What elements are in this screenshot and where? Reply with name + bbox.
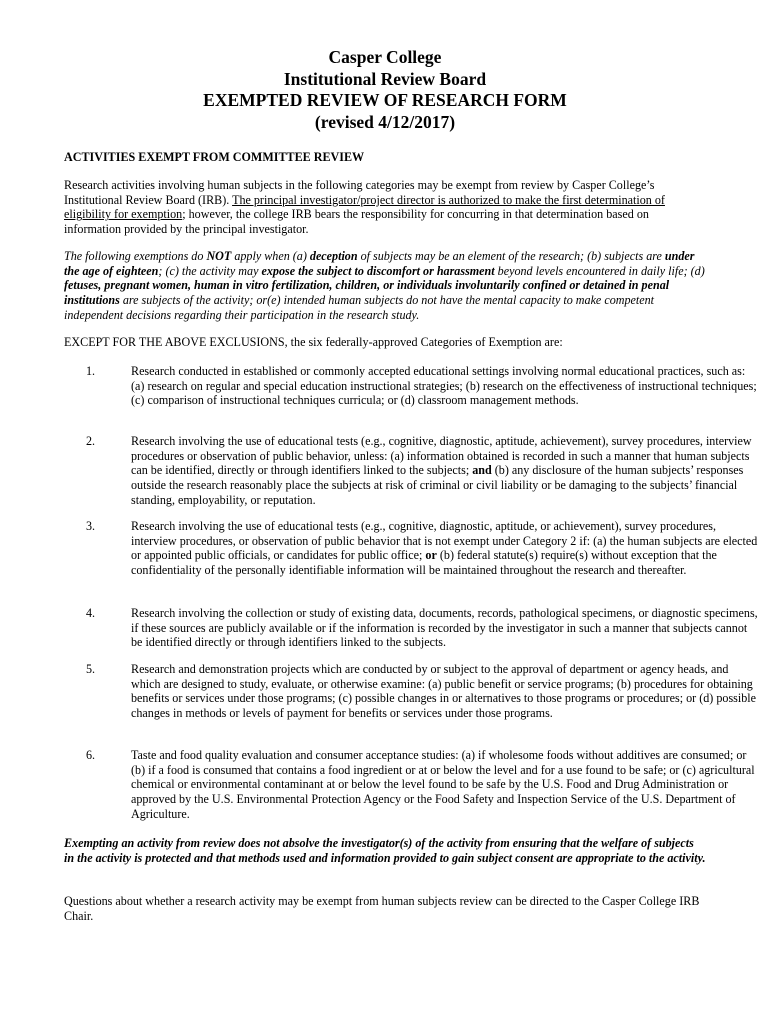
exclusions-paragraph [64, 249, 706, 323]
exclusions-text: ; (c) the activity may [158, 263, 262, 278]
form-title: EXEMPTED REVIEW OF RESEARCH FORM [203, 90, 567, 110]
intro-paragraph [64, 178, 706, 237]
category-text: Research involving the collection or study of existing data, documents, records, pathological specimens, or diagnostic specimens, if these sources are publicly available or if the information is recorded by the investigator in such a manner that subjects cannot be identified directly or through identifiers linked to the subjects. [131, 606, 758, 650]
exclusions-emphasis: expose the subject to discomfort or harassment [261, 263, 495, 278]
document-header [0, 47, 770, 133]
category-number: 2. [86, 434, 96, 448]
intro-text-2: ; however, the college IRB bears the responsibility for concurring in that determination based on information provided by the principal investigator. [64, 207, 649, 237]
revision-date: (revised 4/12/2017) [314, 111, 456, 132]
category-number: 5. [86, 662, 96, 676]
exclusions-emphasis: NOT [206, 249, 232, 263]
section-heading: ACTIVITIES EXEMPT FROM COMMITTEE REVIEW [64, 150, 365, 164]
closing-note: Exempting an activity from review does not absolve the investigator(s) of the activity from ensuring that the welfare of subjects in the activity is protected and that methods used and information provided to gain subject consent are appropriate to the activity. [64, 836, 706, 865]
category-item-6 [64, 748, 755, 822]
exclusions-text: apply when (a) [231, 249, 310, 263]
category-text: Research and demonstration projects which are conducted by or subject to the approval of department or agency heads, and which are designed to study, evaluate, or otherwise examine: (a) public benefit or service programs; (b) procedures for obtaining benefits or services under those programs; (c) possible changes in or alternatives to those programs or procedures; or (d) possible changes in methods or levels of payment for benefits or services under those programs. [131, 662, 757, 721]
intro-underlined-text: The principal investigator/project director is authorized to make the first determination of eligibility for exemption [64, 192, 665, 222]
category-number: 1. [86, 364, 96, 378]
category-text: Research conducted in established or commonly accepted educational settings involving normal educational practices, such as: (a) research on regular and special education instructional strategies; (b) research on the effectiveness of instructional techniques; (c) comparison of instructional techniques curricula; or (d) classroom management methods. [131, 364, 757, 408]
exclusions-emphasis: under the age of eighteen [64, 249, 695, 278]
category-emphasis: or [425, 548, 437, 563]
category-item-1 [64, 364, 757, 408]
category-text-part: Research involving the use of educational tests (e.g., cognitive, diagnostic, aptitude, achievement), survey procedures, interview procedures or observation of public behavior, unless: (a) information obtained is recorded in such a manner that human subjects can be identified, directly or through identifiers linked to the subjects; [131, 434, 752, 478]
category-number: 6. [86, 748, 96, 762]
except-line: EXCEPT FOR THE ABOVE EXCLUSIONS, the six federally-approved Categories of Exemption are: [64, 335, 563, 349]
category-item-4 [64, 606, 758, 650]
category-text [131, 519, 759, 578]
category-item-5 [64, 662, 757, 721]
college-name: Casper College [328, 47, 442, 67]
exclusions-text: are subjects of the activity; or(e) intended human subjects do not have the mental capacity to make competent independent decisions regarding their participation in the research study. [64, 293, 655, 322]
category-text-part: Research involving the use of educational tests (e.g., cognitive, diagnostic, aptitude, or achievement), survey procedures, interview procedures, or observation of public behavior that is not exempt under Category 2 if: (a) the human subjects are elected or appointed public officials, or candidates for public office; [131, 519, 758, 563]
category-number: 4. [86, 606, 96, 620]
category-text-part: (b) any disclosure of the human subjects’ responses outside the research reasonably place the subjects at risk of criminal or civil liability or be damaging to the subjects’ financial standing, employability, or reputation. [131, 463, 744, 507]
category-emphasis: and [472, 463, 492, 478]
exclusions-emphasis: deception [309, 249, 358, 263]
exclusions-emphasis: fetuses, pregnant women, human in vitro fertilization, children, or individuals involuntarily confined or detained in penal institutions [64, 278, 670, 308]
category-text-part: (b) federal statute(s) require(s) without exception that the confidentiality of the personally identifiable information will be maintained throughout the research and thereafter. [131, 548, 717, 578]
category-item-3 [64, 519, 758, 578]
category-number: 3. [86, 519, 96, 533]
exclusions-text: of subjects may be an element of the research; (b) subjects are [357, 249, 665, 263]
category-text [131, 434, 759, 508]
category-text: Taste and food quality evaluation and consumer acceptance studies: (a) if wholesome foods without additives are consumed; or (b) if a food is consumed that contains a food ingredient or at or below the level and for a use found to be safe; or (c) agricultural chemical or environmental contaminant at or below the level found to be safe by the U.S. Food and Drug Administration or approved by the U.S. Environmental Protection Agency or the Food Safety and Inspection Service of the U.S. Department of Agriculture. [131, 748, 755, 821]
board-name: Institutional Review Board [283, 68, 487, 89]
intro-text-1: Research activities involving human subjects in the following categories may be exempt from review by Casper College’s Institutional Review Board (IRB). [64, 178, 655, 207]
exclusions-text: The following exemptions do [64, 249, 207, 263]
category-item-2 [64, 434, 752, 508]
contact-note: Questions about whether a research activity may be exempt from human subjects review can be directed to the Casper College IRB Chair. [64, 894, 700, 923]
exclusions-text: beyond levels encountered in daily life; (d) [494, 263, 705, 278]
